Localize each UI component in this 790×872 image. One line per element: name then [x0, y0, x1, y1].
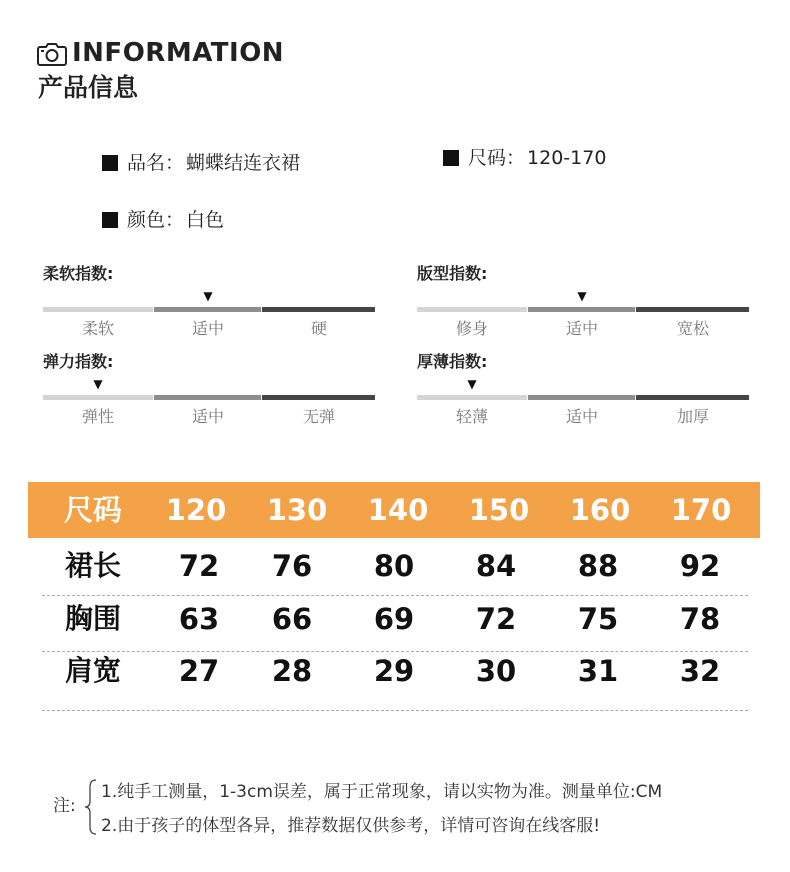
fit-index [417, 263, 749, 338]
scale-bar-high [636, 395, 749, 400]
product-name-item [102, 151, 300, 175]
table-cell: 69 [373, 602, 415, 636]
index-title: 厚薄指数: [417, 352, 488, 371]
product-size-value: 120-170 [527, 147, 607, 169]
elasticity-index [43, 351, 375, 426]
scale-bar-low [417, 395, 527, 400]
scale-bar-mid [528, 395, 635, 400]
table-cell: 88 [577, 549, 619, 583]
scale-label-low: 柔软 [81, 319, 114, 338]
bullet-square-icon [443, 150, 459, 166]
title-english: INFORMATION [72, 38, 285, 68]
size-table-header [28, 482, 760, 538]
scale-label-high: 无弹 [302, 407, 335, 426]
table-row [28, 643, 760, 699]
table-cell: 76 [271, 549, 313, 583]
scale-bar-high [636, 307, 749, 312]
index-title: 版型指数: [417, 264, 488, 283]
table-cell: 72 [178, 549, 220, 583]
scale-label-high: 加厚 [676, 407, 709, 426]
size-header-cell: 130 [266, 493, 328, 527]
notes-prefix: 注: [53, 796, 76, 816]
scale-bar-low [417, 307, 527, 312]
scale-bar-high [262, 307, 375, 312]
scale-label-high: 硬 [310, 319, 327, 338]
scale-bar-high [262, 395, 375, 400]
table-row [28, 538, 760, 594]
table-cell: 80 [373, 549, 415, 583]
scale-bar-mid [154, 395, 261, 400]
table-cell: 28 [271, 654, 313, 688]
table-cell: 66 [271, 602, 313, 636]
note-line-1: 1.纯手工测量，1-3cm误差，属于正常现象，请以实物为准。测量单位:CM [101, 782, 663, 802]
thickness-index [417, 351, 749, 426]
index-marker-icon: ▼ [577, 289, 587, 303]
table-cell: 92 [679, 549, 721, 583]
index-marker-icon: ▼ [467, 377, 477, 391]
index-marker-icon: ▼ [93, 377, 103, 391]
scale-bar-mid [154, 307, 261, 312]
row-label: 胸围 [64, 602, 121, 635]
softness-index [43, 263, 375, 338]
product-name-label: 品名： [127, 152, 185, 174]
row-label: 肩宽 [64, 654, 121, 687]
row-label: 裙长 [64, 549, 121, 582]
table-row [28, 591, 760, 647]
product-name-value: 蝴蝶结连衣裙 [186, 152, 301, 174]
product-color-value: 白色 [186, 209, 225, 231]
table-cell: 63 [178, 602, 220, 636]
product-color-item [102, 208, 224, 232]
scale-label-mid: 适中 [565, 407, 598, 426]
curly-brace-icon [84, 779, 98, 835]
size-header-cell: 140 [367, 493, 429, 527]
scale-bar-mid [528, 307, 635, 312]
table-cell: 78 [679, 602, 721, 636]
size-header-label: 尺码 [63, 493, 122, 527]
scale-label-low: 轻薄 [455, 407, 488, 426]
scale-label-mid: 适中 [191, 319, 224, 338]
row-divider [42, 710, 748, 711]
scale-label-low: 弹性 [81, 407, 114, 426]
index-title: 柔软指数: [43, 264, 114, 283]
table-cell: 84 [475, 549, 517, 583]
table-cell: 29 [373, 654, 415, 688]
table-cell: 32 [679, 654, 721, 688]
title-chinese: 产品信息 [38, 73, 139, 102]
table-cell: 31 [577, 654, 619, 688]
index-title: 弹力指数: [43, 352, 114, 371]
product-size-label: 尺码： [468, 147, 526, 169]
scale-label-mid: 适中 [191, 407, 224, 426]
bullet-square-icon [102, 155, 118, 171]
scale-bar-low [43, 307, 153, 312]
table-cell: 72 [475, 602, 517, 636]
size-header-cell: 170 [670, 493, 732, 527]
product-size-item [443, 146, 606, 170]
table-cell: 27 [178, 654, 220, 688]
table-cell: 30 [475, 654, 517, 688]
bullet-square-icon [102, 212, 118, 228]
size-header-cell: 160 [569, 493, 631, 527]
scale-label-high: 宽松 [676, 319, 709, 338]
size-header-cell: 120 [165, 493, 227, 527]
scale-label-low: 修身 [455, 319, 488, 338]
scale-label-mid: 适中 [565, 319, 598, 338]
size-header-cell: 150 [468, 493, 530, 527]
index-marker-icon: ▼ [203, 289, 213, 303]
product-color-label: 颜色： [127, 209, 185, 231]
note-line-2: 2.由于孩子的体型各异，推荐数据仅供参考，详情可咨询在线客服! [101, 816, 601, 836]
scale-bar-low [43, 395, 153, 400]
camera-icon [37, 42, 67, 66]
table-cell: 75 [577, 602, 619, 636]
